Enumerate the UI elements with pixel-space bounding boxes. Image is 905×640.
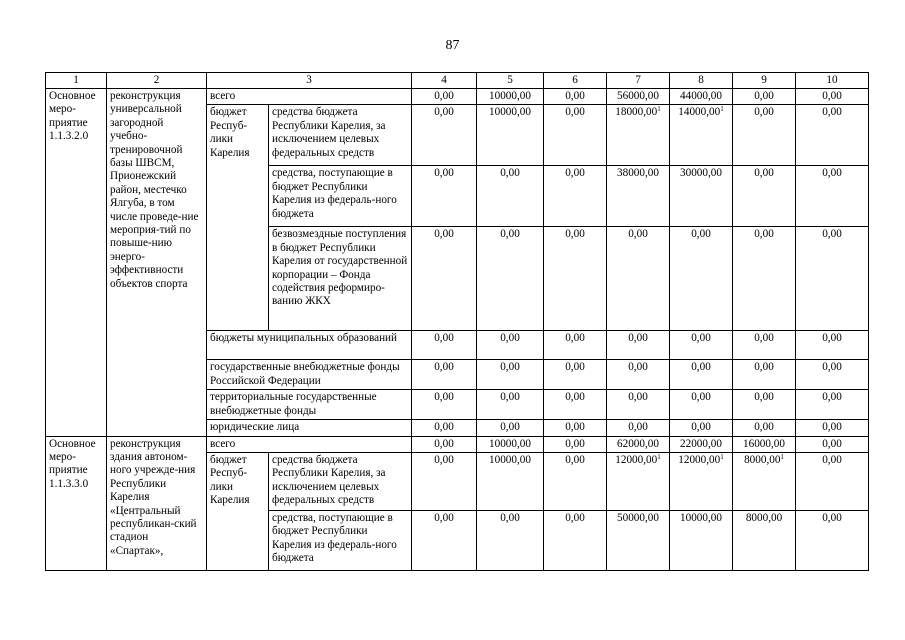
value-cell — [733, 420, 796, 436]
event-name: реконструкция здания автоном-ного учрежде-ния Республики Карелия «Центральный республикан-ский стадион «Спартак», — [110, 437, 197, 557]
value-text: 56000,00 — [617, 90, 659, 102]
event-name: реконструкция универсальной загородной учебно-тренировочной базы ШВСМ, Прионежский район, местечко Ялгуба, в том числе проведе-ние мероприя-тий по повыше-нию энерго-эффективности объектов спорта — [110, 90, 199, 290]
table-row — [46, 89, 869, 105]
value-cell — [477, 360, 544, 390]
source-label: бюджеты муниципальных образований — [210, 332, 398, 345]
source-label: государственные внебюджетные фонды Российской Федерации — [210, 361, 400, 387]
total-label-cell — [207, 436, 412, 452]
value-text: 0,00 — [822, 421, 842, 434]
value-cell — [412, 453, 477, 511]
source-label-cell — [269, 511, 412, 571]
value-text: 12000,00 — [678, 454, 721, 467]
budget-label: бюджет Респуб-лики Карелия — [210, 454, 250, 507]
header-cell: 7 — [607, 73, 670, 89]
value-cell — [412, 105, 477, 166]
value-text: 0,00 — [822, 90, 842, 102]
value-cell — [412, 420, 477, 436]
source-label-cell — [269, 453, 412, 511]
header-cell: 6 — [544, 73, 607, 89]
source-label-cell — [269, 166, 412, 227]
value-text: 0,00 — [500, 391, 520, 404]
value-cell — [477, 166, 544, 227]
value-text: 0,00 — [434, 90, 454, 102]
value-text: 0,00 — [754, 167, 774, 180]
value-text: 0,00 — [822, 437, 842, 450]
value-cell — [670, 166, 733, 227]
value-text: 0,00 — [822, 106, 842, 119]
value-text: 0,00 — [565, 421, 585, 434]
value-text: 0,00 — [565, 90, 585, 102]
source-label: юридические лица — [210, 421, 300, 434]
value-text: 10000,00 — [489, 90, 531, 102]
source-label: средства бюджета Республики Карелия, за исключением целевых федеральных средств — [272, 106, 386, 159]
value-text: 0,00 — [565, 454, 585, 467]
value-text: 0,00 — [754, 391, 774, 404]
value-text: 0,00 — [434, 421, 454, 434]
value-cell — [607, 436, 670, 452]
value-text: 16000,00 — [743, 437, 785, 450]
value-text: 0,00 — [628, 391, 648, 404]
value-cell — [544, 89, 607, 105]
value-cell — [544, 360, 607, 390]
value-cell — [607, 390, 670, 420]
value-text: 0,00 — [434, 106, 454, 119]
source-label: безвозмездные поступления в бюджет Республики Карелия от государственной корпорации – Фонда содействия реформиро-ванию ЖКХ — [272, 228, 408, 308]
value-text: 0,00 — [822, 454, 842, 467]
header-cell: 3 — [207, 73, 412, 89]
value-cell — [412, 166, 477, 227]
value-text: 0,00 — [500, 512, 520, 525]
value-text: 0,00 — [434, 332, 454, 345]
value-text: 0,00 — [754, 90, 774, 102]
value-text: 0,00 — [822, 167, 842, 180]
value-cell — [733, 227, 796, 331]
value-cell — [733, 511, 796, 571]
value-cell — [544, 436, 607, 452]
value-text: 0,00 — [434, 437, 454, 450]
value-cell — [607, 360, 670, 390]
value-cell — [544, 390, 607, 420]
value-text: 0,00 — [565, 332, 585, 345]
value-cell — [412, 360, 477, 390]
value-text: 0,00 — [822, 391, 842, 404]
value-cell — [796, 360, 869, 390]
total-label-cell — [207, 89, 412, 105]
value-text: 0,00 — [434, 228, 454, 241]
value-cell — [796, 420, 869, 436]
value-cell — [607, 453, 670, 511]
value-text: 0,00 — [434, 454, 454, 467]
source-label-cell — [207, 420, 412, 436]
value-cell — [544, 511, 607, 571]
header-row — [46, 73, 869, 89]
header-cell: 2 — [107, 73, 207, 89]
value-text: 0,00 — [691, 228, 711, 241]
value-cell — [477, 511, 544, 571]
value-cell — [733, 331, 796, 360]
value-text: 0,00 — [628, 361, 648, 374]
value-cell — [796, 227, 869, 331]
footnote-mark: 1 — [720, 453, 724, 462]
total-label: всего — [210, 437, 236, 450]
footnote-mark: 1 — [657, 453, 661, 462]
value-cell — [733, 436, 796, 452]
header-cell: 10 — [796, 73, 869, 89]
value-cell — [544, 331, 607, 360]
value-cell — [477, 105, 544, 166]
value-cell — [607, 227, 670, 331]
value-cell — [796, 436, 869, 452]
source-label-cell — [269, 227, 412, 331]
value-text: 0,00 — [434, 167, 454, 180]
header-cell: 9 — [733, 73, 796, 89]
value-text: 0,00 — [628, 421, 648, 434]
value-cell — [412, 227, 477, 331]
value-cell — [670, 360, 733, 390]
value-text: 0,00 — [565, 391, 585, 404]
source-label: средства бюджета Республики Карелия, за исключением целевых федеральных средств — [272, 454, 386, 507]
value-text: 0,00 — [754, 106, 774, 119]
value-cell — [670, 453, 733, 511]
value-text: 0,00 — [822, 228, 842, 241]
header-cell: 5 — [477, 73, 544, 89]
budget-label: бюджет Респуб-лики Карелия — [210, 106, 250, 159]
table-row — [46, 436, 869, 452]
event-name-cell — [107, 89, 207, 437]
source-label-cell — [269, 105, 412, 166]
value-text: 0,00 — [500, 228, 520, 241]
source-label: средства, поступающие в бюджет Республики Карелия из федераль-ного бюджета — [272, 512, 397, 565]
value-text: 0,00 — [754, 228, 774, 241]
value-text: 0,00 — [754, 421, 774, 434]
value-cell — [670, 420, 733, 436]
value-cell — [796, 166, 869, 227]
budget-table — [45, 72, 869, 571]
value-text: 62000,00 — [617, 437, 659, 450]
value-cell — [796, 511, 869, 571]
value-cell — [477, 331, 544, 360]
footnote-mark: 1 — [780, 453, 784, 462]
value-cell — [796, 331, 869, 360]
value-text: 0,00 — [822, 512, 842, 525]
value-text: 30000,00 — [680, 167, 722, 180]
value-cell — [607, 331, 670, 360]
budget-label-cell — [207, 105, 269, 331]
value-cell — [412, 436, 477, 452]
source-label: средства, поступающие в бюджет Республики Карелия из федераль-ного бюджета — [272, 167, 397, 220]
value-text: 0,00 — [691, 332, 711, 345]
value-cell — [733, 105, 796, 166]
footnote-mark: 1 — [720, 105, 724, 114]
value-text: 44000,00 — [680, 90, 722, 102]
value-cell — [670, 105, 733, 166]
value-text: 0,00 — [500, 167, 520, 180]
source-label-cell — [207, 360, 412, 390]
value-cell — [607, 89, 670, 105]
source-label-cell — [207, 331, 412, 360]
value-cell — [477, 453, 544, 511]
value-cell — [670, 390, 733, 420]
value-cell — [796, 390, 869, 420]
value-text: 0,00 — [500, 332, 520, 345]
value-text: 18000,00 — [615, 106, 658, 119]
value-cell — [733, 360, 796, 390]
value-cell — [544, 420, 607, 436]
value-text: 0,00 — [434, 361, 454, 374]
value-cell — [733, 166, 796, 227]
value-cell — [670, 331, 733, 360]
event-code: Основное меро-приятие 1.1.3.3.0 — [49, 437, 96, 490]
value-cell — [796, 105, 869, 166]
value-text: 38000,00 — [617, 167, 659, 180]
value-cell — [477, 227, 544, 331]
value-cell — [607, 105, 670, 166]
value-cell — [670, 511, 733, 571]
value-text: 0,00 — [565, 361, 585, 374]
value-text: 0,00 — [434, 512, 454, 525]
value-text: 10000,00 — [489, 437, 531, 450]
total-label: всего — [210, 90, 236, 102]
header-cell: 4 — [412, 73, 477, 89]
value-cell — [733, 89, 796, 105]
value-cell — [670, 436, 733, 452]
source-label: территориальные государственные внебюджетные фонды — [210, 391, 377, 417]
value-text: 0,00 — [500, 421, 520, 434]
value-text: 0,00 — [628, 332, 648, 345]
value-cell — [412, 390, 477, 420]
value-text: 0,00 — [434, 391, 454, 404]
value-text: 14000,00 — [678, 106, 721, 119]
event-code-cell — [46, 89, 107, 437]
value-text: 0,00 — [822, 332, 842, 345]
value-text: 10000,00 — [489, 454, 531, 467]
value-cell — [796, 453, 869, 511]
header-cell: 8 — [670, 73, 733, 89]
value-text: 10000,00 — [489, 106, 531, 119]
value-text: 50000,00 — [617, 512, 659, 525]
value-cell — [544, 166, 607, 227]
value-cell — [733, 453, 796, 511]
value-cell — [607, 420, 670, 436]
value-cell — [796, 89, 869, 105]
value-cell — [412, 511, 477, 571]
value-text: 0,00 — [565, 167, 585, 180]
footnote-mark: 1 — [657, 105, 661, 114]
value-cell — [670, 89, 733, 105]
value-text: 0,00 — [691, 421, 711, 434]
source-label-cell — [207, 390, 412, 420]
value-text: 0,00 — [822, 361, 842, 374]
value-text: 0,00 — [754, 361, 774, 374]
budget-label-cell — [207, 453, 269, 571]
value-cell — [607, 166, 670, 227]
value-cell — [477, 89, 544, 105]
value-cell — [477, 390, 544, 420]
value-text: 0,00 — [565, 512, 585, 525]
value-text: 8000,00 — [745, 512, 783, 525]
value-text: 22000,00 — [680, 437, 722, 450]
value-text: 0,00 — [565, 228, 585, 241]
value-cell — [477, 436, 544, 452]
value-cell — [733, 390, 796, 420]
value-cell — [412, 89, 477, 105]
value-cell — [607, 511, 670, 571]
header-cell: 1 — [46, 73, 107, 89]
value-cell — [544, 105, 607, 166]
event-name-cell — [107, 436, 207, 570]
value-text: 0,00 — [628, 228, 648, 241]
value-cell — [670, 227, 733, 331]
value-text: 0,00 — [754, 332, 774, 345]
event-code-cell — [46, 436, 107, 570]
event-code: Основное меро-приятие 1.1.3.2.0 — [49, 90, 96, 143]
page-number: 87 — [445, 38, 460, 53]
value-text: 8000,00 — [744, 454, 781, 467]
value-text: 0,00 — [500, 361, 520, 374]
value-text: 10000,00 — [680, 512, 722, 525]
value-text: 12000,00 — [615, 454, 658, 467]
value-text: 0,00 — [565, 437, 585, 450]
value-text: 0,00 — [691, 391, 711, 404]
value-cell — [412, 331, 477, 360]
value-text: 0,00 — [691, 361, 711, 374]
value-text: 0,00 — [565, 106, 585, 119]
value-cell — [544, 227, 607, 331]
value-cell — [477, 420, 544, 436]
value-cell — [544, 453, 607, 511]
